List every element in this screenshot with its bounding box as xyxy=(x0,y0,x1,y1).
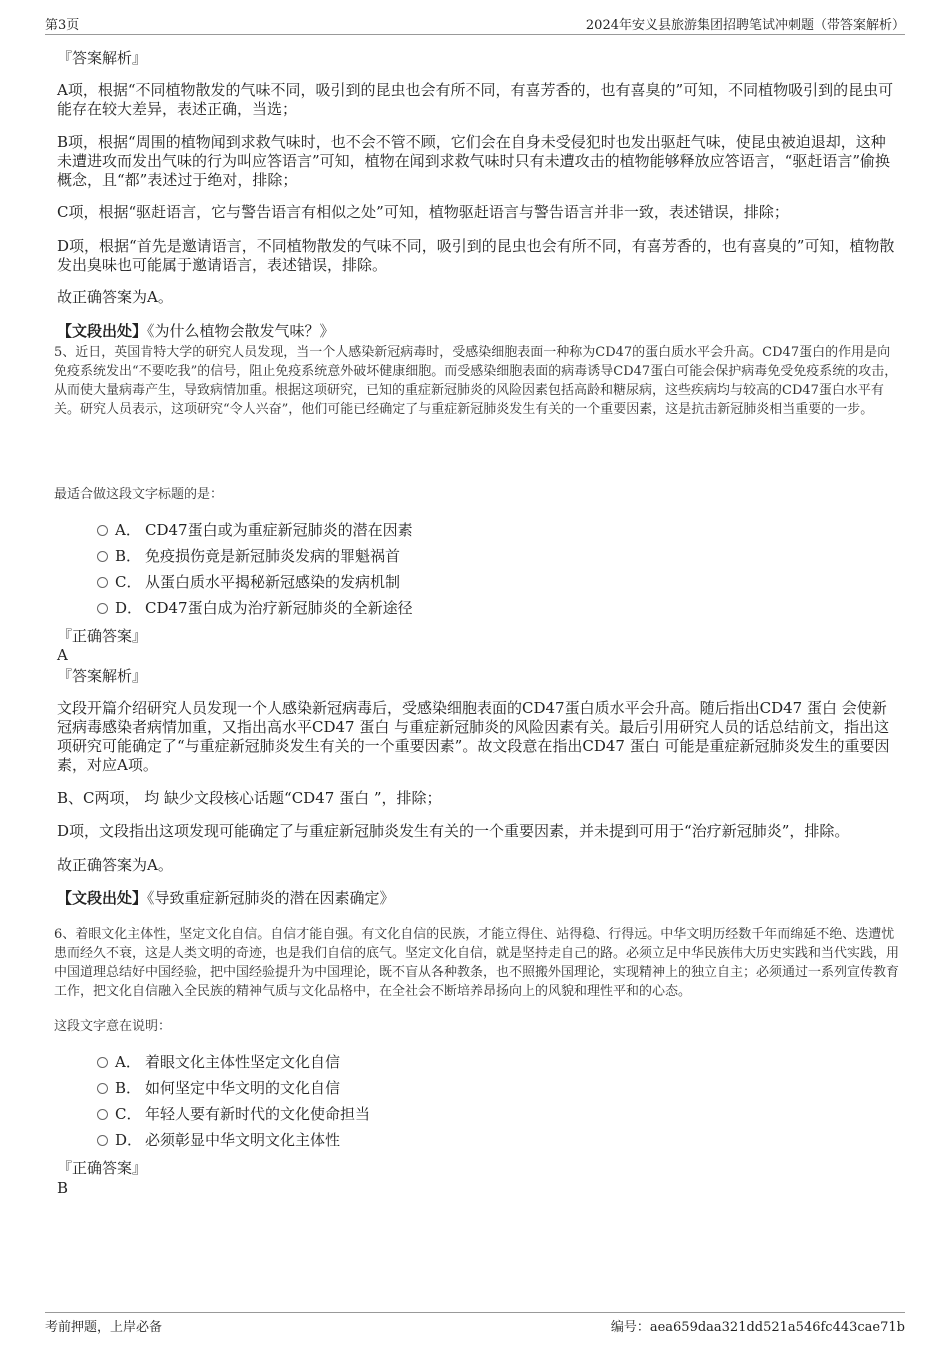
source-text: 《导致重症新冠肺炎的潜在因素确定》 xyxy=(147,889,395,907)
question-passage: 5、近日，英国肯特大学的研究人员发现，当一个人感染新冠病毒时，受感染细胞表面一种称为CD47的蛋白质水平会升高。CD47蛋白的作用是向免疫系统发出“不要吃我”的信号，阻止免疫系统意外破坏健康细胞。而受感染细胞表面的病毒诱导CD47蛋白可能会保护病毒免受免疫系统的攻击，从而使大量病毒产生，导致病情加重。根据这项研究，已知的重症新冠肺炎的风险因素包括高龄和糖尿病，这些疾病均与较高的CD47蛋白水平有关。研究人员表示，这项研究“令人兴奋”，他们可能已经确定了与重症新冠肺炎发生有关的一个重要因素，这是抗击新冠肺炎相当重要的一步。 xyxy=(54,345,898,417)
source-text: 《为什么植物会散发气味？》 xyxy=(147,322,335,340)
radio-button[interactable] xyxy=(97,1109,108,1120)
question-prompt: 最适合做这段文字标题的是： xyxy=(54,487,224,502)
source-label: 【文段出处】 xyxy=(57,322,148,340)
radio-button[interactable] xyxy=(97,1057,108,1068)
analysis-label: 『答案解析』 xyxy=(57,49,148,67)
page-header xyxy=(45,14,905,35)
question-passage: 6、着眼文化主体性，坚定文化自信。自信才能自强。有文化自信的民族，才能立得住、站得稳、行得远。中华文明历经数千年而绵延不绝、迭遭忧患而经久不衰，这是人类文明的奇迹，也是我们自信的底气。坚定文化自信，就是坚持走自己的路。必须立足中华民族伟大历史实践和当代实践，用中国道理总结好中国经验，把中国经验提升为中国理论，既不盲从各种教条，也不照搬外国理论，实现精神上的独立自主；必须通过一系列宣传教育工作，把文化自信融入全民族的精神气质与文化品格中，在全社会不断培养昂扬向上的风貌和理性平和的心态。 xyxy=(54,927,900,999)
correct-answer-label: 『正确答案』 xyxy=(57,1159,148,1177)
radio-button[interactable] xyxy=(97,577,108,588)
radio-button[interactable] xyxy=(97,1083,108,1094)
answer-summary: 故正确答案为A。 xyxy=(57,288,173,306)
analysis-paragraph: A项，根据“不同植物散发的气味不同，吸引到的昆虫也会有所不同，有喜芳香的，也有喜臭的”可知，不同植物吸引到的昆虫可能存在较大差异，表述正确，当选； xyxy=(57,81,894,118)
radio-button[interactable] xyxy=(97,551,108,562)
document-id: 编号：aea659daa321dd521a546fc443cae71b xyxy=(610,1320,905,1335)
analysis-paragraph: 文段开篇介绍研究人员发现一个人感染新冠病毒后，受感染细胞表面的CD47蛋白质水平会升高。随后指出CD47 蛋白 会使新冠病毒感染者病情加重，又指出高水平CD47 蛋白 与重症新冠肺炎的风险因素有关。最后引用研究人员的话总结前文，指出这项研究可能确定了“与重症新冠肺炎发生有关的一个重要因素”。故文段意在指出CD47 蛋白 可能是重症新冠肺炎发生的重要因素，对应A项。 xyxy=(57,699,890,774)
footer-slogan: 考前押题，上岸必备 xyxy=(45,1320,163,1335)
analysis-paragraph: B、C两项， 均 缺少文段核心话题“CD47 蛋白 ”，排除； xyxy=(57,789,442,807)
correct-answer-label: 『正确答案』 xyxy=(57,627,148,645)
option-b[interactable]: B． 免疫损伤竟是新冠肺炎发病的罪魁祸首 xyxy=(97,543,890,569)
option-d[interactable]: D． CD47蛋白成为治疗新冠肺炎的全新途径 xyxy=(97,595,890,621)
option-c[interactable]: C． 年轻人要有新时代的文化使命担当 xyxy=(97,1101,890,1127)
radio-button[interactable] xyxy=(97,1135,108,1146)
option-c[interactable]: C． 从蛋白质水平揭秘新冠感染的发病机制 xyxy=(97,569,890,595)
option-a[interactable]: A． CD47蛋白或为重症新冠肺炎的潜在因素 xyxy=(97,517,890,543)
radio-button[interactable] xyxy=(97,525,108,536)
option-a[interactable]: A． 着眼文化主体性坚定文化自信 xyxy=(97,1049,890,1075)
option-b[interactable]: B． 如何坚定中华文明的文化自信 xyxy=(97,1075,890,1101)
answer-summary: 故正确答案为A。 xyxy=(57,856,173,874)
correct-answer: A xyxy=(57,646,68,664)
analysis-paragraph: D项，根据“首先是邀请语言，不同植物散发的气味不同，吸引到的昆虫也会有所不同，有喜芳香的，也有喜臭的”可知，植物散发出臭味也可能属于邀请语言，表述错误，排除。 xyxy=(57,237,895,274)
analysis-paragraph: C项，根据“驱赶语言，它与警告语言有相似之处”可知，植物驱赶语言与警告语言并非一致，表述错误，排除； xyxy=(57,203,789,221)
source-citation xyxy=(57,889,900,908)
analysis-paragraph: D项，文段指出这项发现可能确定了与重症新冠肺炎发生有关的一个重要因素，并未提到可用于“治疗新冠肺炎”，排除。 xyxy=(57,822,850,840)
correct-answer: B xyxy=(57,1179,69,1197)
radio-button[interactable] xyxy=(97,603,108,614)
source-citation xyxy=(57,322,900,341)
option-list xyxy=(97,1049,890,1153)
document-title: 2024年安义县旅游集团招聘笔试冲刺题（带答案解析） xyxy=(585,18,905,33)
option-d[interactable]: D． 必须彰显中华文明文化主体性 xyxy=(97,1127,890,1153)
page-footer xyxy=(45,1312,905,1335)
page-number: 第3页 xyxy=(45,18,80,33)
analysis-paragraph: B项，根据“周围的植物闻到求救气味时，也不会不管不顾，它们会在自身未受侵犯时也发出驱赶气味，使昆虫被迫退却，这种未遭进攻而发出气味的行为叫应答语言”可知，植物在闻到求救气味时只有未遭攻击的植物能够释放应答语言，“驱赶语言”偷换概念，且“都”表述过于绝对，排除； xyxy=(57,133,891,189)
question-prompt: 这段文字意在说明： xyxy=(54,1019,172,1034)
analysis-label: 『答案解析』 xyxy=(57,667,148,685)
source-label: 【文段出处】 xyxy=(57,889,148,907)
option-list xyxy=(97,517,890,621)
